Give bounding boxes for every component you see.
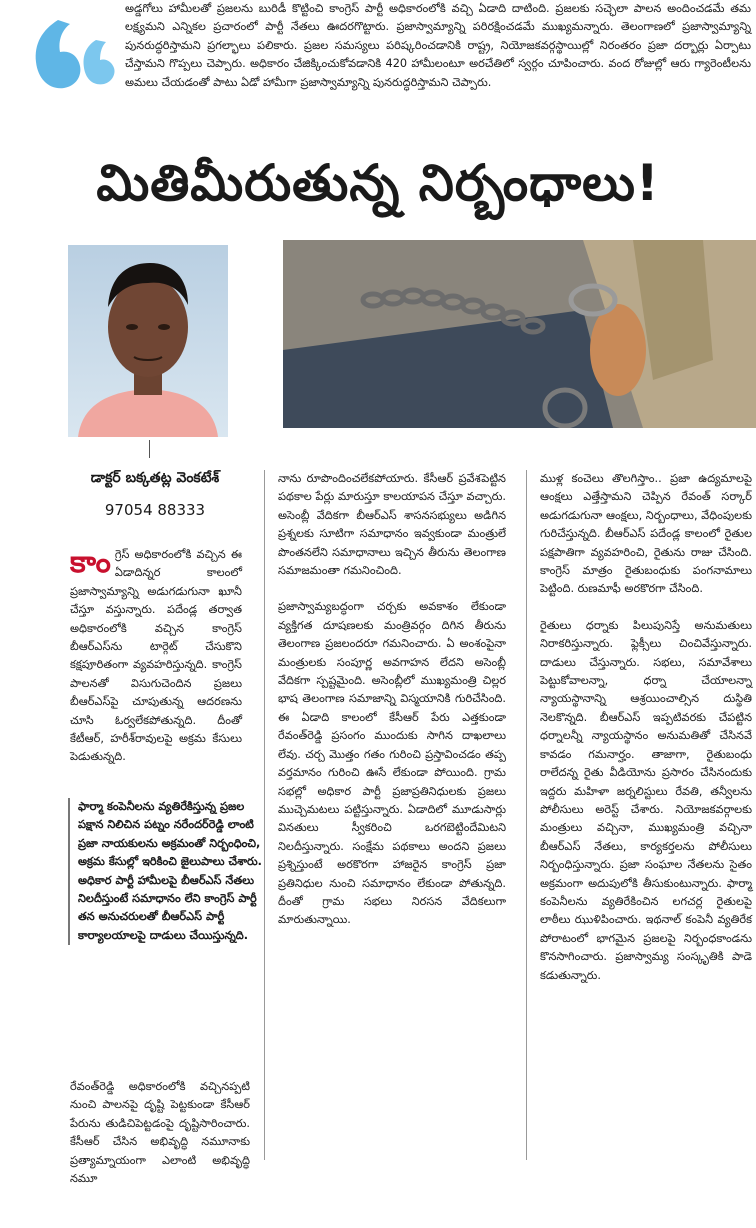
quote-mark-icon [30,14,120,94]
drop-cap: కాం [70,545,111,580]
column-3 [540,470,752,985]
divider-line [149,440,150,458]
column-rule [264,470,265,1160]
column-1-bottom: రేవంత్‌రెడ్డి అధికారంలోకి వచ్చినప్పటి నుంచి పాలనపై దృష్టి పెట్టకుండా కేసీఆర్ పేరును తుడిచిపెట్టడంపై దృష్టిసారించారు. కేసీఆర్ చేసిన అభివృద్ధి నమూనాకు ప్రత్యామ్నాయంగా ఎలాంటి అభివృద్ధి నమూ [70,1080,250,1186]
pull-quote: ఫార్మా కంపెనీలను వ్యతిరేకిస్తున్న ప్రజల పక్షాన నిలిచిన పట్నం నరేందర్‌రెడ్డి లాంటి ప్రజా నాయకులను అక్రమంతో నిర్బంధించి, అక్రమ కేసుల్లో ఇరికించి జైలుపాలు చేశారు. అధికార పార్టీ హామీలపై బీఆర్ఎస్ నేతలు నిలదీస్తుంటే సమాధానం లేని కాంగ్రెస్ పార్టీ తన అనుచరులతో బీఆర్ఎస్ పార్టీ కార్యాలయాలపై దాడులు చేయిస్తున్నది. [68,798,266,945]
author-name: డాక్టర్ బక్కతట్ల వెంకటేశ్ [90,470,220,486]
column-3-para-1: ముళ్ల కంచెలు తొలగిస్తాం.. ప్రజా ఉద్యమాలపై ఆంక్షలు ఎత్తేస్తామని చెప్పిన రేవంత్ సర్కార్ అడుగడుగునా ఆంక్షలు, నిర్బంధాలు, వేధింపులకు గురిచేస్తున్నది. బీఆర్ఎస్ పదేండ్ల కాలంలో రైతుల పక్షపాతిగా వ్యవహరించి, రైతును రాజు చేసింది. కాంగ్రెస్ మాత్రం రైతుబంధుకు పంగనామాలు పెట్టింది. రుణమాఫీ అరకొరగా చేసింది. [540,472,752,596]
column-2 [278,470,506,930]
column-1-text: గ్రెస్ అధికారంలోకి వచ్చిన ఈ ఏడాదిన్నర కాలంలో ప్రజాస్వామ్యాన్ని అడుగడుగునా ఖూనీ చేస్తూ వస్తున్నారు. పదేండ్ల తర్వాత అధికారంలోకి వచ్చిన కాంగ్రెస్ బీఆర్ఎస్‌ను టార్గెట్ చేసుకొని కక్షపూరితంగా వ్యవహరిస్తున్నది. కాంగ్రెస్ పాలనతో విసుగుచెందిన ప్రజలు బీఆర్ఎస్‌పై చూపుతున్న ఆదరణను చూసి ఓర్వలేకపోతున్నది. దీంతో కేటీఆర్, హరీశ్‌రావులపై అక్రమ కేసులు పెడుతున్నది. [70,548,242,764]
author-photo [68,245,228,437]
author-phone: 97054 88333 [104,501,206,519]
column-2-para-2: ప్రజాస్వామ్యబద్ధంగా చర్చకు అవకాశం లేకుండా వ్యక్తిగత దూషణలకు మంత్రివర్గం దిగిన తీరును తెలంగాణ ప్రజలందరూ గమనించారు. ఏ అంశంపైనా మంత్రులకు సంపూర్ణ అవగాహన లేదని అసెంబ్లీ వేదికగా స్పష్టమైంది. అసెంబ్లీలో ముఖ్యమంత్రి చిల్లర భాష తెలంగాణ సమాజాన్ని విస్మయానికి గురిచేసింది. ఈ ఏడాది కాలంలో కేసీఆర్ పేరు ఎత్తకుండా రేవంత్‌రెడ్డి ప్రసంగం ముందుకు సాగిన దాఖలాలు లేవు. చర్చ మొత్తం గతం గురించి ప్రస్తావించడం తప్ప వర్తమానం గురించి ఊసే లేకుండా పోయింది. గ్రామ సభల్లో అధికార పార్టీ ప్రజాప్రతినిధులకు ప్రజలు ముచ్చెమటలు పట్టిస్తున్నారు. ఏడాదిలో మూడుసార్లు వినతులు స్వీకరించి ఒరగబెట్టిందేమిటని నిలదీస్తున్నారు. సంక్షేమ పథకాలు అందని ప్రజలు ప్రశ్నిస్తుంటే అరకొరగా హాజరైన కాంగ్రెస్ ప్రజా ప్రతినిధుల నుంచి సమాధానం లేకుండా పోతున్నది. దీంతో గ్రామ సభలు నిరసన వేదికలుగా మారుతున్నాయి. [278,600,506,927]
column-rule [526,470,527,1160]
column-2-para-1: నాను రూపొందించలేకపోయారు. కేసీఆర్ ప్రవేశపెట్టిన పథకాల పేర్లు మారుస్తూ కాలయాపన చేస్తూ వచ్చారు. అసెంబ్లీ వేదికగా బీఆర్ఎస్ శాసనసభ్యులు అడిగిన ప్రశ్నలకు సూటిగా సమాధానం ఇవ్వకుండా మంత్రులే పొంతనలేని సమాధానాలు ఇచ్చిన తీరును తెలంగాణ సమాజమంతా గమనించింది. [278,472,506,578]
column-3-para-2: రైతులు ధర్నాకు పిలుపునిస్తే అనుమతులు నిరాకరిస్తున్నారు. ఫ్లెక్సీలు చించివేస్తున్నారు. దాడులు చేస్తున్నారు. సభలు, సమావేశాలు పెట్టుకోవాలన్నా, ధర్నా చేయాలన్నా న్యాయస్థానాన్ని ఆశ్రయించాల్సిన దుస్థితి నెలకొన్నది. బీఆర్ఎస్ ఇప్పటివరకు చేపట్టిన ధర్నాలన్నీ న్యాయస్థానం అనుమతితో చేసినవే కావడం గమనార్హం. తాజాగా, రైతుబంధు రాలేదన్న రైతు వీడియోను ప్రసారం చేసినందుకు ఇద్దరు మహిళా జర్నలిస్టులు రేవతి, తన్వీలను పోలీసులు అరెస్ట్ చేశారు. నియోజకవర్గాలకు మంత్రులు వచ్చినా, ముఖ్యమంత్రి వచ్చినా బీఆర్ఎస్ నేతలు, కార్యకర్తలను పోలీసులు నిర్బంధిస్తున్నారు. ప్రజా సంఘాల నేతలను సైతం అక్రమంగా అదుపులోకి తీసుకుంటున్నారు. ఫార్మా కంపెనీలను వ్యతిరేకించిన లగచర్ల రైతులపై లాఠీలు ఝుళిపించారు. ఇథనాల్ కంపెనీ వ్యతిరేక పోరాటంలో భాగమైన ప్రజలపై నిర్బంధకాండను కొనసాగించారు. ప్రజాస్వామ్య సంస్కృతికి పాడె కడుతున్నారు. [540,618,752,982]
column-1 [70,546,242,767]
handcuff-photo [283,240,756,428]
headline: మితిమీరుతున్న నిర్బంధాలు! [96,154,660,212]
intro-paragraph: అడ్డగోలు హామీలతో ప్రజలను బురిడీ కొట్టించి కాంగ్రెస్ పార్టీ అధికారంలోకి వచ్చి ఏడాది దాటింది. ప్రజలకు సచ్ఛెలా పాలన అందించడమే తమ లక్ష్యమని ఎన్నికల ప్రచారంలో పార్టీ నేతలు ఊదరగొట్టారు. ప్రజాస్వామ్యాన్ని పరిరక్షించడమే ముఖ్యమన్నారు. తెలంగాణలో ప్రజాస్వామ్యాన్ని పునరుద్ధరిస్తామని ప్రగల్భాలు పలికారు. ప్రజల సమస్యలు పరిష్కరించడానికి రాష్ట్ర, నియోజకవర్గస్థాయిల్లో నిరంతరం ప్రజా దర్బార్లు ఏర్పాటు చేస్తామని గొప్పలు చెప్పారు. అధికారం చేజిక్కించుకోవడానికి 420 హామీలంటూ అరచేతిలో స్వర్గం చూపించారు. వంద రోజుల్లో ఆరు గ్యారెంటీలను అమలు చేయడంతో పాటు ఏడో హామీగా ప్రజాస్వామ్యాన్ని పునరుద్ధరిస్తామని చెప్పారు. [125,2,751,89]
